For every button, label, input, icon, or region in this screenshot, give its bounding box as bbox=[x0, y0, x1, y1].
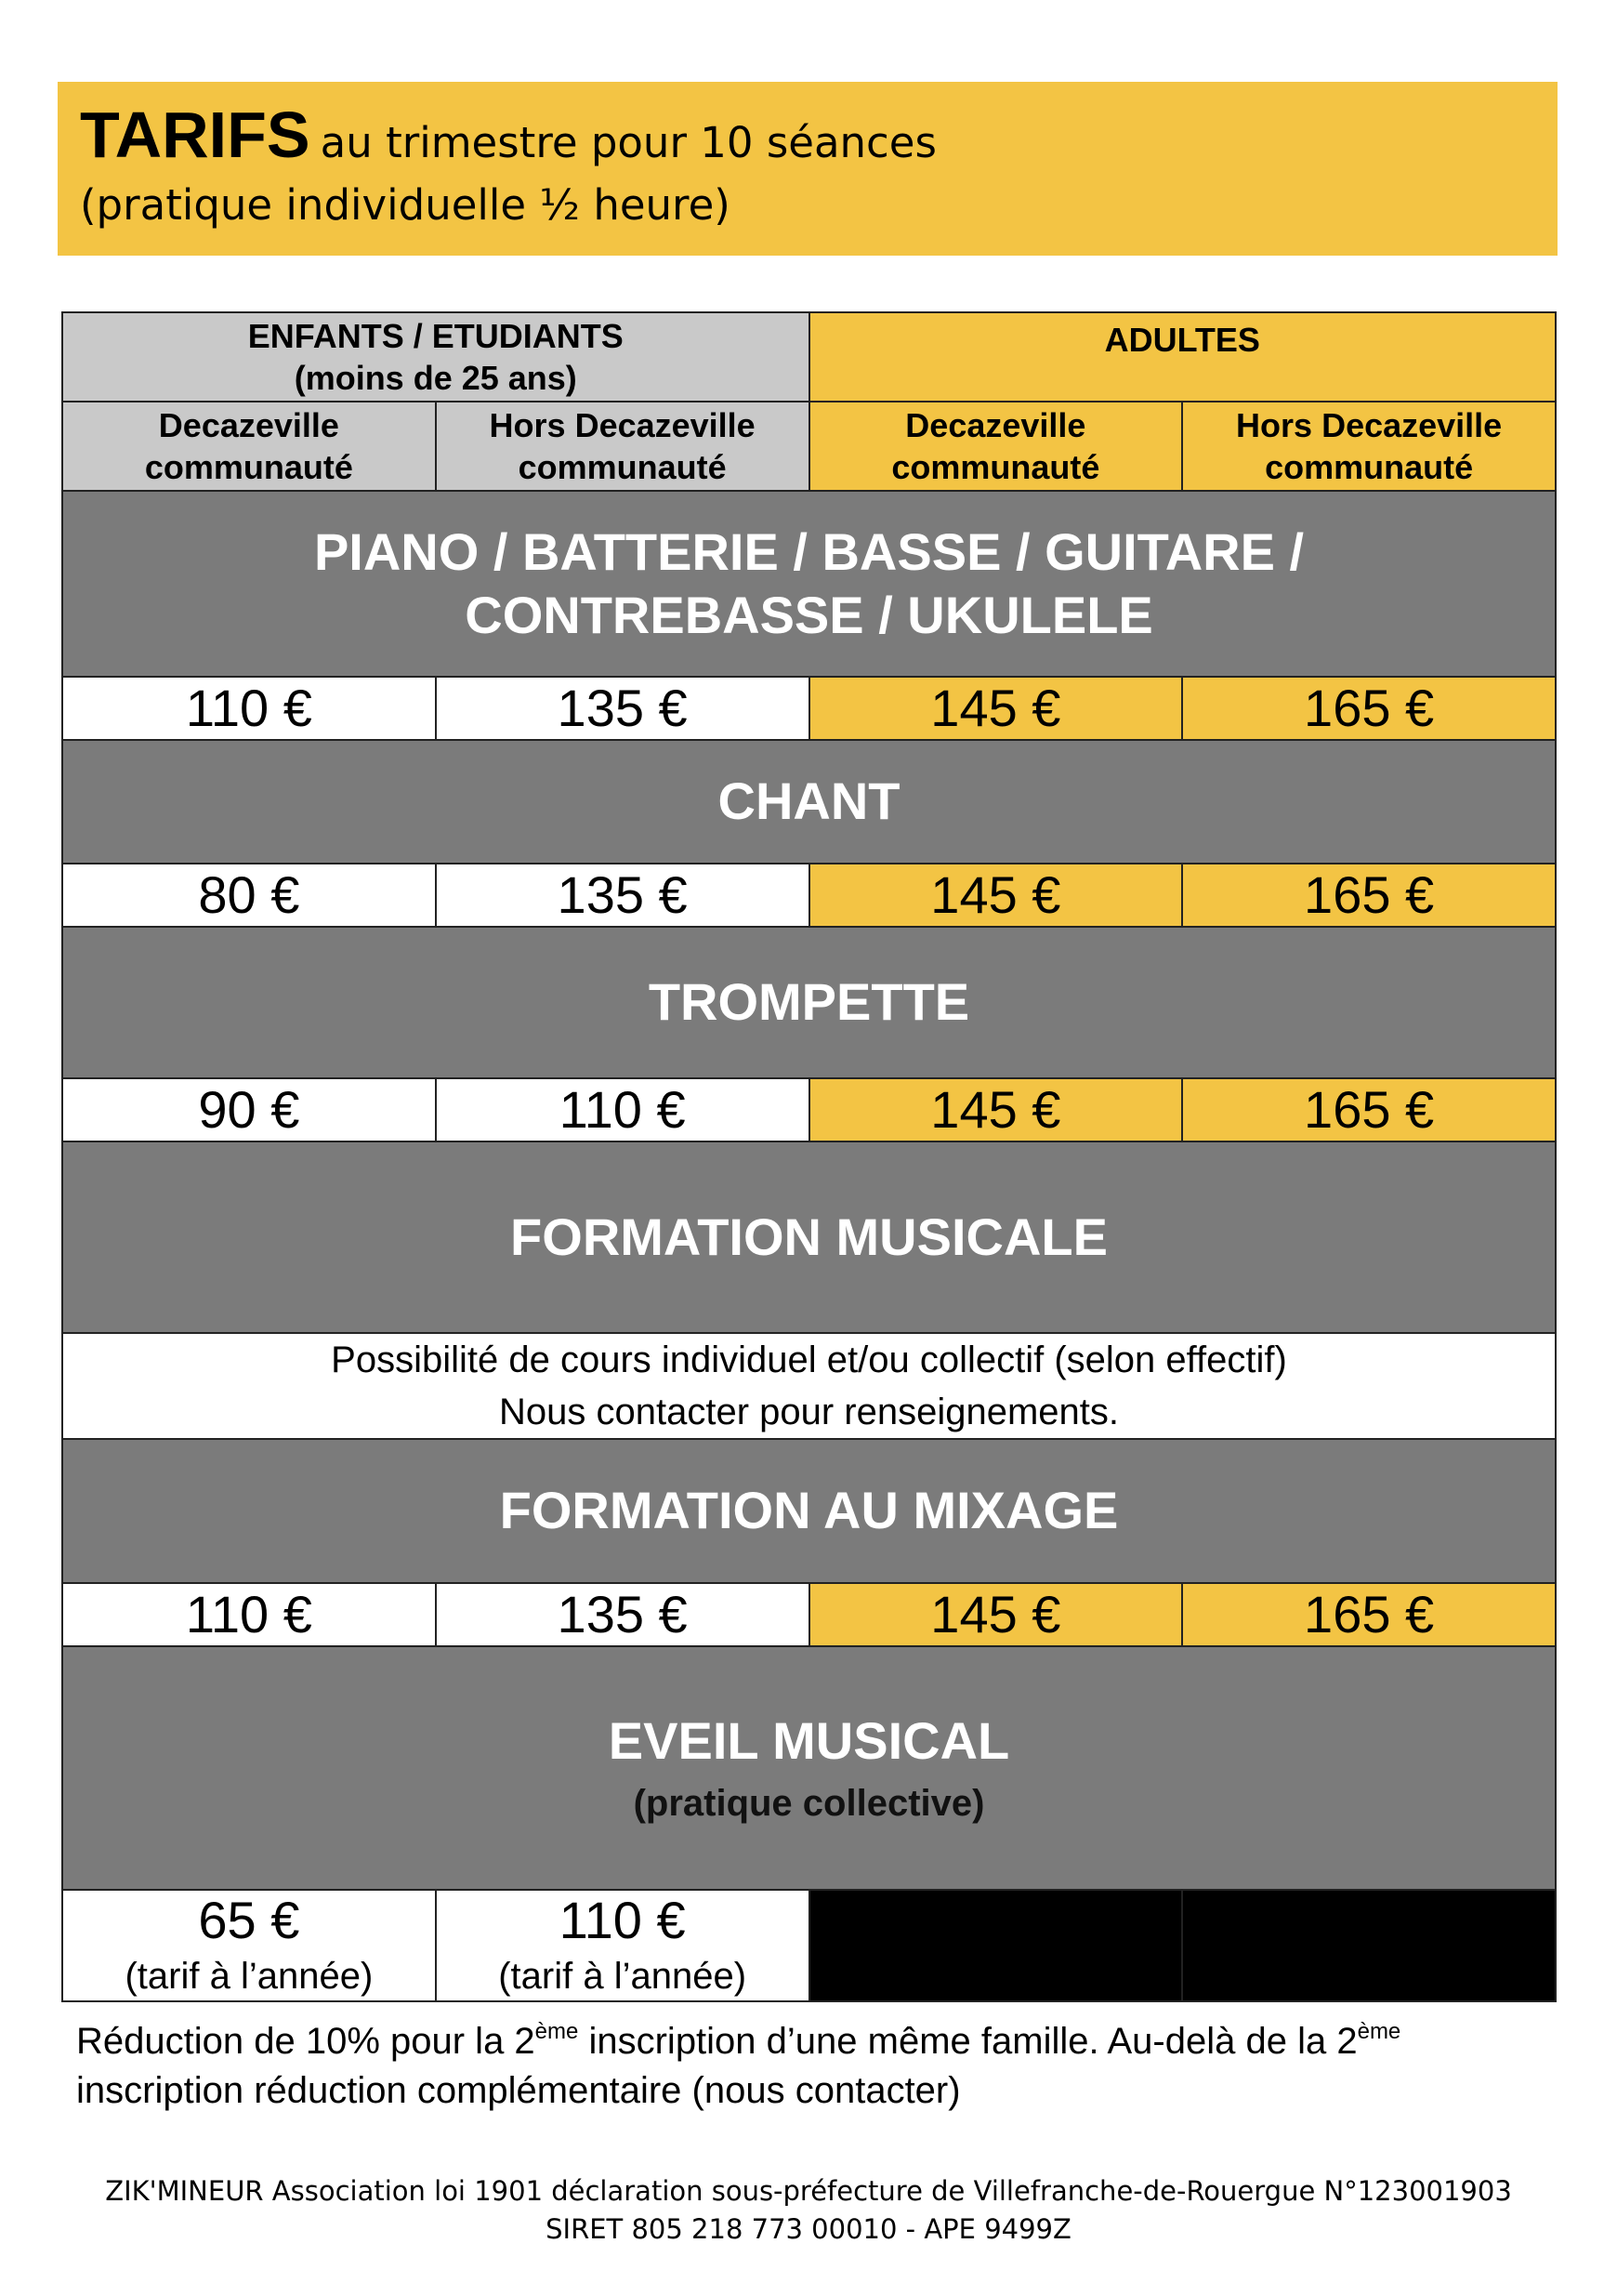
section-title-piano bbox=[62, 491, 1556, 677]
section-title-chant: CHANT bbox=[62, 740, 1556, 864]
footer bbox=[0, 2172, 1617, 2249]
section-subtitle-eveil: (pratique collective) bbox=[633, 1782, 985, 1824]
price-note: (tarif à l’année) bbox=[125, 1955, 374, 1997]
reduction-text-2: inscription d’une même famille. Au-delà de la 2 bbox=[578, 2021, 1358, 2062]
price-row-eveil bbox=[62, 1890, 1556, 2001]
note-line2: Nous contacter pour renseignements. bbox=[498, 1392, 1120, 1432]
price-cell: 145 € bbox=[809, 1078, 1183, 1141]
price-value: 65 € bbox=[198, 1890, 300, 1949]
title-banner bbox=[58, 82, 1558, 256]
reduction-text-3: inscription réduction complémentaire (nous contacter) bbox=[76, 2069, 961, 2111]
children-group-header bbox=[62, 312, 809, 402]
empty-cell bbox=[1182, 1890, 1556, 2001]
price-cell: 165 € bbox=[1182, 864, 1556, 927]
price-note: (tarif à l’année) bbox=[498, 1955, 747, 1997]
price-cell-eveil bbox=[436, 1890, 809, 2001]
price-cell: 165 € bbox=[1182, 1583, 1556, 1646]
price-cell: 135 € bbox=[436, 677, 809, 740]
price-cell: 135 € bbox=[436, 864, 809, 927]
price-cell: 110 € bbox=[62, 677, 436, 740]
adults-group-title: ADULTES bbox=[1104, 321, 1260, 359]
price-row-trompette bbox=[62, 1078, 1556, 1141]
title-rest: au trimestre pour 10 séances bbox=[320, 118, 937, 167]
section-title-trompette: TROMPETTE bbox=[62, 927, 1556, 1078]
price-cell: 110 € bbox=[436, 1078, 809, 1141]
price-cell: 110 € bbox=[62, 1583, 436, 1646]
column-header-line1: Hors Decazeville bbox=[489, 406, 756, 444]
price-row-piano bbox=[62, 677, 1556, 740]
section-title-eveil bbox=[62, 1646, 1556, 1890]
note-row-formation-musicale bbox=[62, 1333, 1556, 1439]
price-cell: 90 € bbox=[62, 1078, 436, 1141]
note-line1: Possibilité de cours individuel et/ou collectif (selon effectif) bbox=[331, 1339, 1287, 1380]
column-header-line1: Hors Decazeville bbox=[1236, 406, 1503, 444]
title-main: TARIFS bbox=[80, 99, 310, 171]
title-line-2: (pratique individuelle ½ heure) bbox=[80, 180, 730, 230]
section-row-mixage bbox=[62, 1439, 1556, 1583]
column-header-adults-hors bbox=[1182, 402, 1556, 491]
price-cell: 80 € bbox=[62, 864, 436, 927]
section-row-trompette bbox=[62, 927, 1556, 1078]
footer-line-2: SIRET 805 218 773 00010 - APE 9499Z bbox=[546, 2213, 1071, 2246]
price-row-mixage bbox=[62, 1583, 1556, 1646]
price-cell: 165 € bbox=[1182, 1078, 1556, 1141]
column-header-line1: Decazeville bbox=[158, 406, 339, 444]
column-header-line2: communauté bbox=[1265, 448, 1474, 486]
section-row-formation-musicale bbox=[62, 1141, 1556, 1333]
column-header-line2: communauté bbox=[518, 448, 727, 486]
column-header-adults-decazeville bbox=[809, 402, 1183, 491]
section-title-line1: PIANO / BATTERIE / BASSE / GUITARE / bbox=[313, 521, 1305, 581]
group-header-row bbox=[62, 312, 1556, 402]
formation-musicale-note bbox=[62, 1333, 1556, 1439]
price-cell: 165 € bbox=[1182, 677, 1556, 740]
reduction-text-1: Réduction de 10% pour la 2 bbox=[76, 2021, 535, 2062]
section-row-piano bbox=[62, 491, 1556, 677]
section-row-chant bbox=[62, 740, 1556, 864]
reduction-sup-2: ème bbox=[1357, 2019, 1401, 2044]
section-title-formation-musicale: FORMATION MUSICALE bbox=[62, 1141, 1556, 1333]
price-cell-eveil bbox=[62, 1890, 436, 2001]
column-header-children-hors bbox=[436, 402, 809, 491]
title-line-1 bbox=[80, 99, 1558, 171]
column-header-row bbox=[62, 402, 1556, 491]
column-header-line2: communauté bbox=[891, 448, 1100, 486]
section-title-eveil-name: EVEIL MUSICAL bbox=[608, 1711, 1010, 1771]
price-cell: 145 € bbox=[809, 864, 1183, 927]
column-header-line1: Decazeville bbox=[905, 406, 1086, 444]
column-header-line2: communauté bbox=[144, 448, 353, 486]
price-cell: 135 € bbox=[436, 1583, 809, 1646]
tarifs-table bbox=[61, 311, 1557, 2002]
empty-cell bbox=[809, 1890, 1183, 2001]
children-group-subtitle: (moins de 25 ans) bbox=[294, 359, 577, 397]
footer-line-1: ZIK'MINEUR Association loi 1901 déclaration sous-préfecture de Villefranche-de-Rouergue N°123001903 bbox=[105, 2175, 1512, 2207]
section-row-eveil bbox=[62, 1646, 1556, 1890]
children-group-title: ENFANTS / ETUDIANTS bbox=[247, 317, 624, 355]
adults-group-header bbox=[809, 312, 1557, 402]
price-cell: 145 € bbox=[809, 1583, 1183, 1646]
section-title-mixage: FORMATION AU MIXAGE bbox=[62, 1439, 1556, 1583]
reduction-sup-1: ème bbox=[534, 2019, 579, 2044]
reduction-note bbox=[76, 2017, 1563, 2116]
section-title-line2: CONTREBASSE / UKULELE bbox=[465, 586, 1153, 644]
column-header-children-decazeville bbox=[62, 402, 436, 491]
price-row-chant bbox=[62, 864, 1556, 927]
price-value: 110 € bbox=[559, 1890, 686, 1949]
price-cell: 145 € bbox=[809, 677, 1183, 740]
